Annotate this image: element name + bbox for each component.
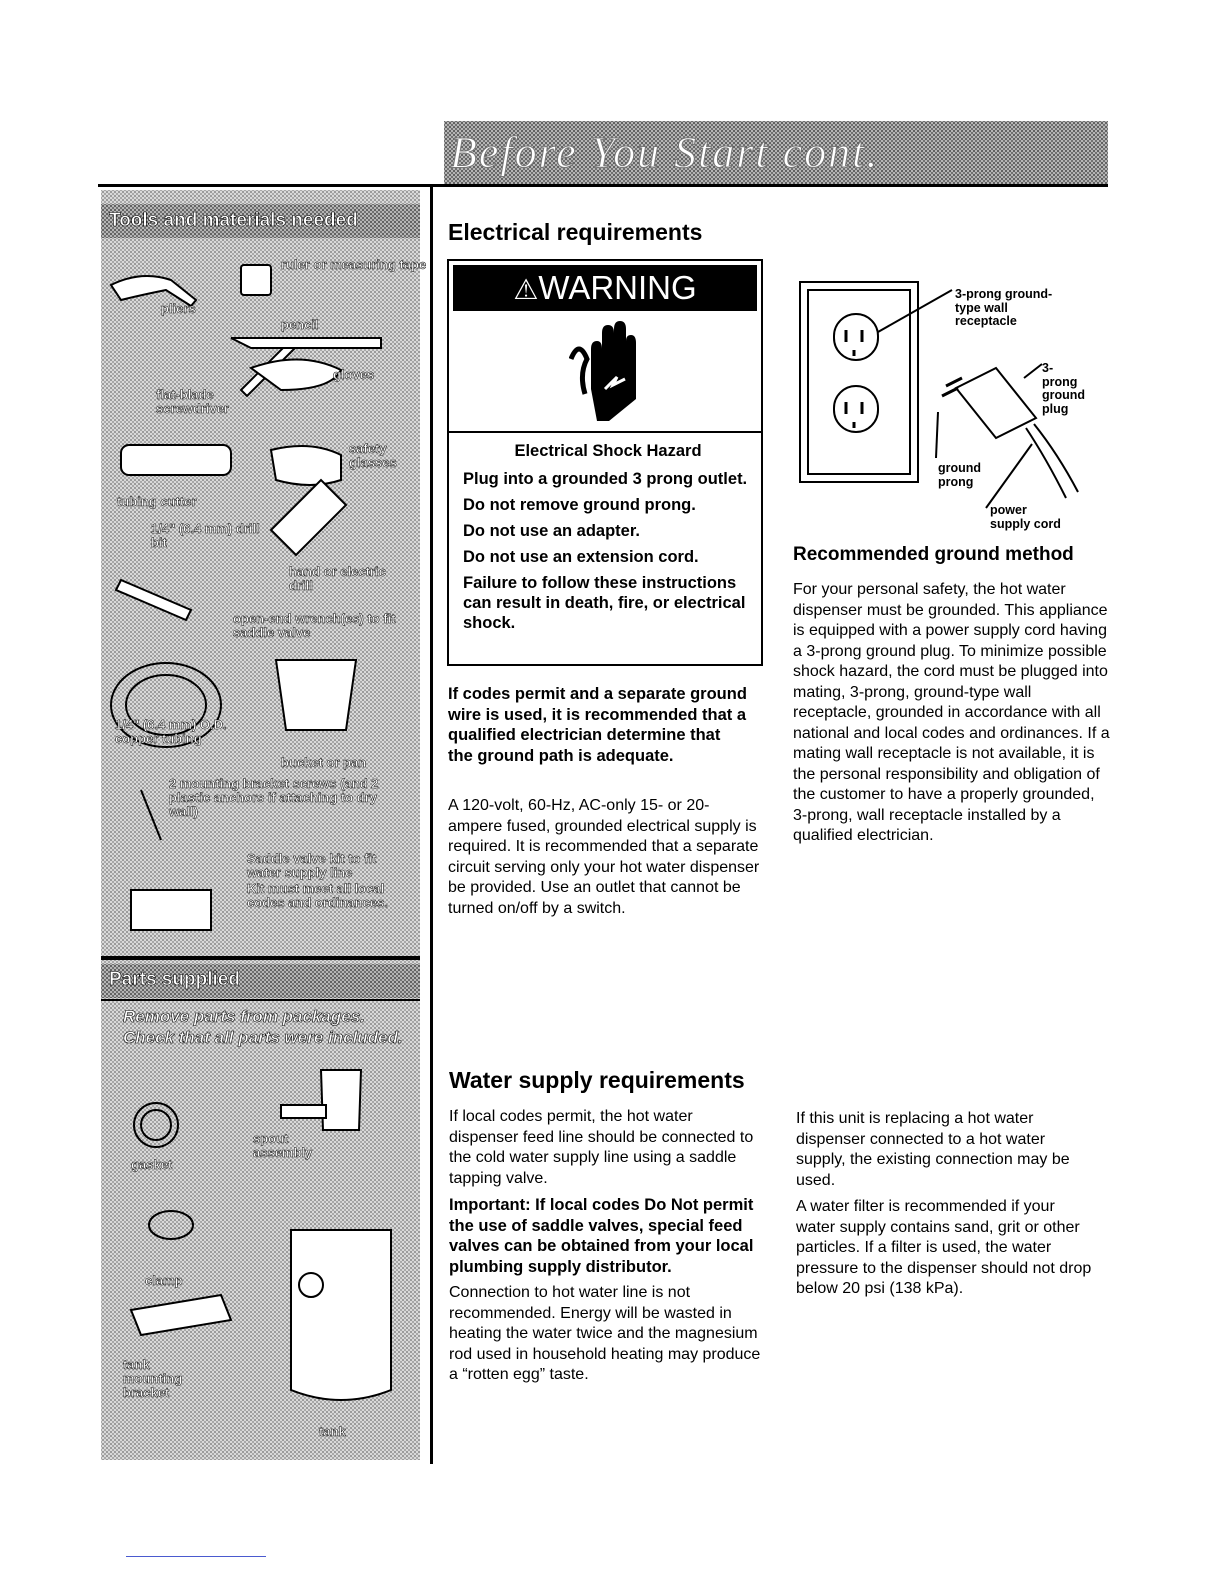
part-label: tank bbox=[319, 1424, 346, 1439]
measuring-tape-icon bbox=[241, 265, 271, 295]
tools-heading-band bbox=[101, 204, 420, 238]
safety-glasses-icon bbox=[271, 446, 341, 485]
tool-label: hand or electric drill bbox=[289, 564, 386, 593]
tool-label: pliers bbox=[161, 301, 196, 316]
warning-divider bbox=[449, 431, 761, 433]
spout-icon bbox=[321, 1070, 361, 1130]
wrench-icon bbox=[116, 580, 191, 620]
part-label: tank mounting bracket bbox=[123, 1357, 183, 1400]
screw-icon bbox=[141, 790, 161, 840]
bucket-icon bbox=[276, 660, 356, 730]
tool-label: flat-blade screwdriver bbox=[156, 387, 229, 416]
tubing-cutter-icon bbox=[121, 445, 231, 475]
footer-rule bbox=[126, 1556, 266, 1557]
ground-method-paragraph: For your personal safety, the hot water dispenser must be grounded. This appliance is equipped with a power supply cord having a 3-prong ground plug. To minimize possible shock hazard, the cord must be plugged into mating, 3-prong, ground-type wall receptacle, grounded in accordance with all national and local codes and ordinances. If a mating wall receptacle is not available, it is the personal responsibility and obligation of the customer to have a properly grounded, 3-prong, wall receptacle installed by a qualified electrician. bbox=[793, 581, 1110, 844]
gloves-icon bbox=[251, 359, 341, 390]
ground-method-heading: Recommended ground method bbox=[793, 544, 1074, 565]
tool-label: pencil bbox=[281, 317, 319, 332]
electrical-heading: Electrical requirements bbox=[448, 219, 703, 245]
water-important-note: Important: If local codes Do Not permit the use of saddle valves, special feed valves can be obtained from your local plumbing supply distributor. bbox=[449, 1196, 754, 1276]
tool-label: ruler or measuring tape bbox=[281, 257, 427, 272]
wall-plate bbox=[800, 282, 918, 482]
tool-label: 1/4" (6.4 mm) O.D. copper tubing bbox=[115, 717, 227, 746]
water-paragraph: If this unit is replacing a hot water dispenser connected to a hot water supply, the existing connection may be used. bbox=[796, 1110, 1070, 1189]
tool-label: safety glasses bbox=[349, 441, 397, 470]
pencil-icon bbox=[231, 338, 381, 348]
warning-line: Do not use an adapter. bbox=[463, 522, 640, 540]
outlet-top-icon bbox=[834, 314, 878, 360]
water-paragraph: A water filter is recommended if your water supply contains sand, grit or other particles. If a filter is used, the water pressure to the dispenser should not drop below 20 psi (138 kPa). bbox=[796, 1198, 1092, 1297]
tool-label: 1/4" (6.4 mm) drill bit bbox=[151, 521, 260, 550]
section-banner bbox=[444, 121, 1108, 185]
tool-label: Kit must meet all local codes and ordinances. bbox=[247, 881, 388, 910]
warning-triangle-icon: ⚠ bbox=[513, 274, 539, 305]
parts-heading-band bbox=[101, 964, 420, 998]
water-left-column bbox=[449, 1107, 765, 1392]
electrical-paragraph: A 120-volt, 60-Hz, AC-only 15- or 20- ampere fused, grounded electrical supply is required. It is recommended that a separate circuit serving only your hot water dispenser be provided. Use an outlet that cannot be turned on/off by a switch. bbox=[448, 797, 760, 917]
bracket-icon bbox=[131, 1295, 231, 1335]
warning-line: Do not remove ground prong. bbox=[463, 496, 696, 514]
parts-rule bbox=[101, 956, 420, 960]
tool-label: 2 mounting bracket screws (and 2 plastic anchors if attaching to dry wall) bbox=[169, 776, 379, 819]
banner-title: Before You Start cont. bbox=[450, 128, 880, 177]
plug-label: 3-prong ground plug bbox=[1042, 361, 1086, 416]
water-right-column bbox=[796, 1109, 1096, 1306]
water-paragraph: If local codes permit, the hot water dispenser feed line should be connected to the cold water supply line using a saddle tapping valve. bbox=[449, 1108, 754, 1187]
tool-label: bucket or pan bbox=[281, 755, 367, 770]
part-label: clamp bbox=[145, 1273, 183, 1288]
tools-heading: Tools and materials needed bbox=[109, 210, 358, 231]
receptacle-label: 3-prong ground-type wall receptacle bbox=[955, 287, 1053, 328]
tool-label: gloves bbox=[333, 367, 375, 382]
drill-icon bbox=[271, 480, 346, 555]
power-cord-label: power supply cord bbox=[990, 503, 1061, 531]
tools-sidebar bbox=[101, 190, 427, 1460]
top-rule bbox=[98, 184, 1108, 187]
saddle-valve-icon bbox=[131, 890, 211, 930]
parts-subrule bbox=[101, 999, 420, 1001]
parts-heading: Parts supplied bbox=[109, 969, 240, 990]
warning-line: Do not use an extension cord. bbox=[463, 548, 699, 566]
tool-label: tubing cutter bbox=[117, 494, 197, 509]
ground-wire-note: If codes permit and a separate ground wire is used, it is recommended that a qualified electrician determine that the ground path is adequate. bbox=[448, 685, 747, 765]
warning-line: Failure to follow these instructions can result in death, fire, or electrical shock. bbox=[463, 574, 746, 632]
warning-label: WARNING bbox=[538, 269, 697, 306]
shock-hand-icon bbox=[569, 319, 639, 421]
warning-text bbox=[463, 441, 753, 639]
tank-icon bbox=[291, 1230, 391, 1400]
plug-icon bbox=[956, 368, 1036, 438]
water-heading: Water supply requirements bbox=[449, 1067, 745, 1093]
part-label: gasket bbox=[131, 1157, 173, 1172]
outlet-bottom-icon bbox=[834, 386, 878, 432]
tool-label: Saddle valve kit to fit water supply line bbox=[247, 851, 377, 880]
tool-label: open-end wrench(es) to fit saddle valve bbox=[233, 611, 396, 640]
column-divider bbox=[430, 186, 433, 1464]
clamp-icon bbox=[149, 1211, 193, 1239]
water-paragraph: Connection to hot water line is not recommended. Energy will be wasted in heating the water twice and the magnesium rod used in household heating may produce a “rotten egg” taste. bbox=[449, 1284, 761, 1383]
warning-bar bbox=[453, 265, 757, 311]
parts-note: Remove parts from packages. Check that all parts were included. bbox=[123, 1007, 403, 1047]
part-label: spout assembly bbox=[253, 1131, 313, 1160]
warning-line: Plug into a grounded 3 prong outlet. bbox=[463, 470, 748, 488]
hazard-title: Electrical Shock Hazard bbox=[514, 442, 702, 460]
warning-box bbox=[447, 259, 763, 666]
ground-prong-label: ground prong bbox=[938, 461, 982, 489]
